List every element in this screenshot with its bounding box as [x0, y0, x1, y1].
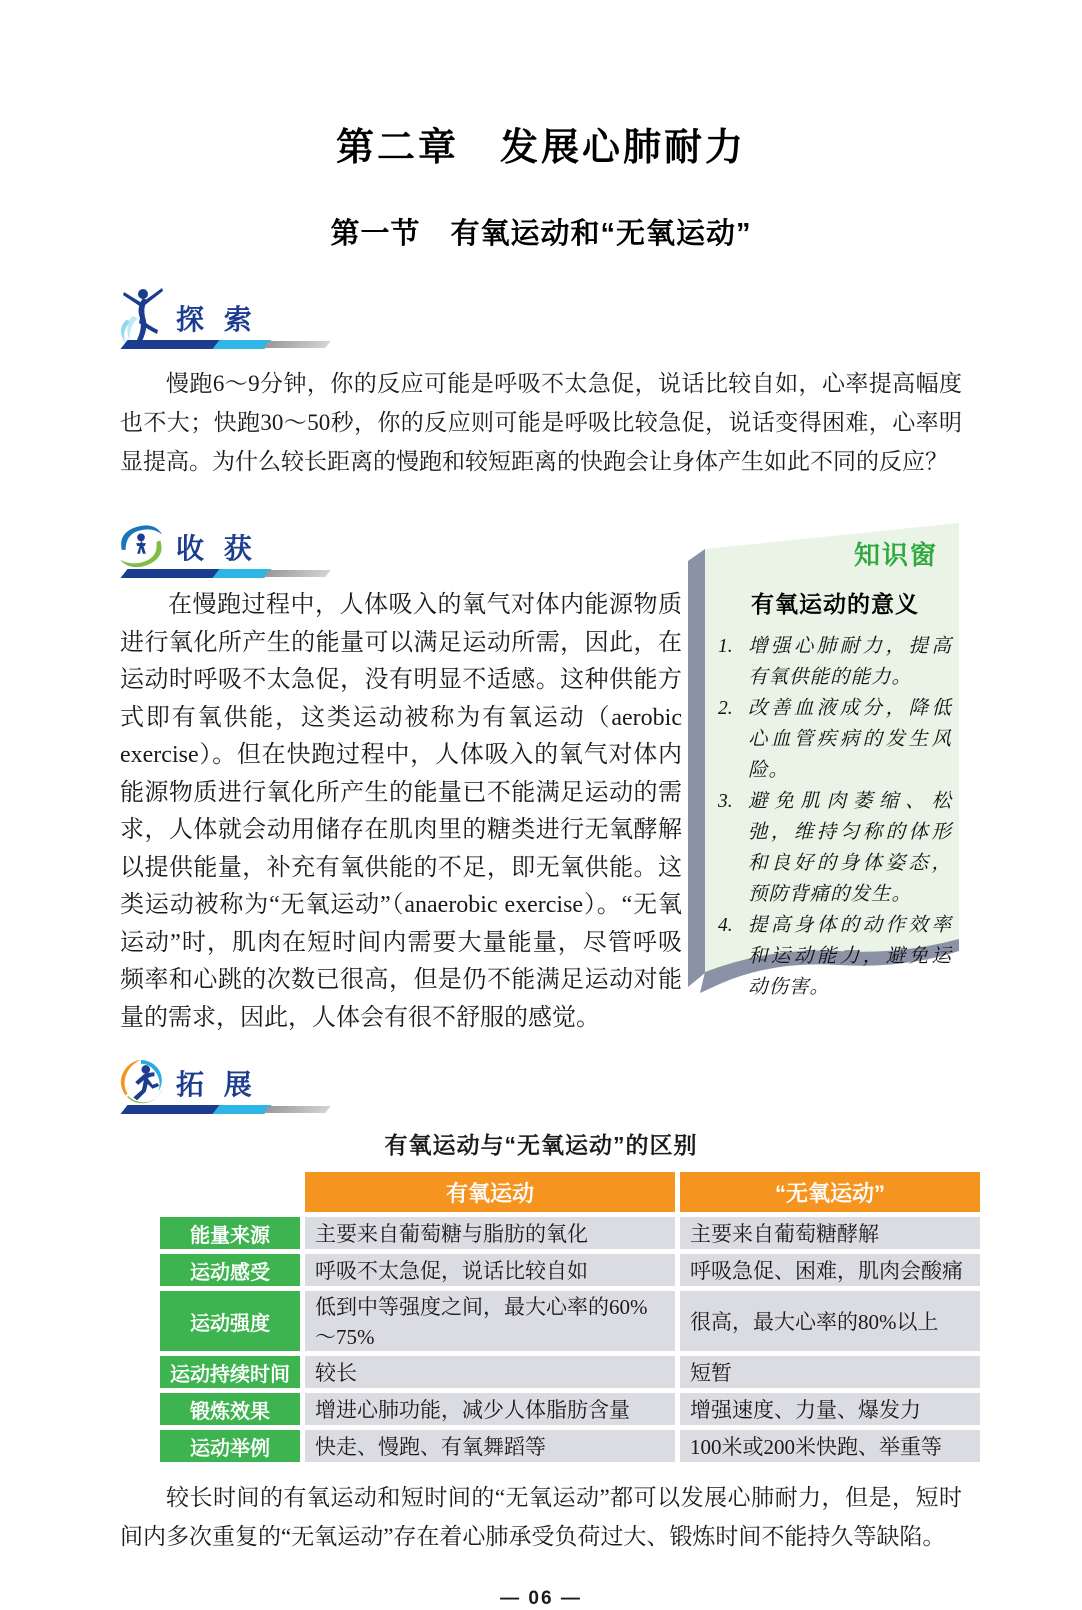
table-cell: 呼吸不太急促，说话比较自如	[305, 1254, 675, 1286]
header-underline-bar	[120, 340, 320, 350]
list-item	[718, 631, 952, 693]
explore-paragraph: 慢跑6～9分钟，你的反应可能是呼吸不太急促，说话比较自如，心率提高幅度也不大；快跑30～50秒，你的反应则可能是呼吸比较急促，说话变得困难，心率明显提高。为什么较长距离的慢跑和较短距离的快跑会让身体产生如此不同的反应？	[120, 371, 962, 474]
knowledge-window-title: 有氧运动的意义	[751, 592, 919, 617]
knowledge-window	[688, 521, 962, 1003]
list-item-text: 提高身体的动作效率和运动能力，避免运动伤害。	[748, 915, 952, 998]
list-item	[718, 910, 952, 1003]
comparison-table-title: 有氧运动与“无氧运动”的区别	[384, 1132, 698, 1158]
list-item-number: 1.	[718, 636, 733, 657]
knowledge-window-badge: 知识窗	[853, 540, 938, 570]
knowledge-window-content	[718, 535, 952, 1003]
runner-circle-icon	[116, 1051, 166, 1113]
header-underline-bar	[120, 1105, 320, 1115]
list-item-number: 3.	[718, 791, 733, 812]
list-item	[718, 786, 952, 910]
extension-section-label: 拓 展	[176, 1069, 258, 1100]
swirl-person-icon	[116, 515, 166, 577]
table-cell: 短暂	[680, 1356, 980, 1388]
table-cell: 增强速度、力量、爆发力	[680, 1393, 980, 1425]
table-cell: 快走、慢跑、有氧舞蹈等	[305, 1430, 675, 1462]
list-item	[718, 693, 952, 786]
list-item-number: 2.	[718, 698, 733, 719]
page-number: — 06 —	[500, 1588, 582, 1609]
table-cell: 很高，最大心率的80%以上	[680, 1291, 980, 1351]
list-item-number: 4.	[718, 915, 733, 936]
harvest-paragraph: 在慢跑过程中，人体吸入的氧气对体内能源物质进行氧化所产生的能量可以满足运动所需，因此，在运动时呼吸不太急促，没有明显不适感。这种供能方式即有氧供能，这类运动被称为有氧运动（aerobic exercise）。但在快跑过程中，人体吸入的氧气对体内能源物质进行氧化所产生的能量已不能满足运动的需求，人体就会动用储存在肌肉里的糖类进行无氧酵解以提供能量，补充有氧供能的不足，即无氧供能。这类运动被称为“无氧运动”（anaerobic exercise）。“无氧运动”时，肌肉在短时间内需要大量能量，尽管呼吸频率和心跳的次数已很高，但是仍不能满足运动对能量的需求，因此，人体会有很不舒服的感觉。	[120, 592, 682, 1031]
comparison-table	[160, 1172, 980, 1462]
list-item-text: 改善血液成分，降低心血管疾病的发生风险。	[748, 698, 952, 781]
table-cell: 呼吸急促、困难，肌肉会酸痛	[680, 1254, 980, 1286]
table-cell: 100米或200米快跑、举重等	[680, 1430, 980, 1462]
table-cell: 主要来自葡萄糖与脂肪的氧化	[305, 1217, 675, 1249]
chapter-title: 第二章 发展心肺耐力	[335, 127, 746, 169]
table-cell: 较长	[305, 1356, 675, 1388]
header-underline-bar	[120, 569, 320, 579]
table-cell: 增进心肺功能，减少人体脂肪含量	[305, 1393, 675, 1425]
list-item-text: 增强心肺耐力，提高有氧供能的能力。	[748, 636, 952, 688]
extension-section-header	[120, 1051, 962, 1117]
table-row-label: 运动持续时间	[160, 1356, 300, 1388]
table-corner-cell	[160, 1172, 300, 1212]
table-row-label: 运动强度	[160, 1291, 300, 1351]
table-header-aerobic: 有氧运动	[305, 1172, 675, 1212]
section-title: 第一节 有氧运动和“无氧运动”	[330, 218, 752, 250]
list-item-text: 避免肌肉萎缩、松弛，维持匀称的体形和良好的身体姿态，预防背痛的发生。	[748, 791, 952, 905]
table-row-label: 能量来源	[160, 1217, 300, 1249]
table-row-label: 锻炼效果	[160, 1393, 300, 1425]
gymnast-dancer-icon	[116, 286, 166, 348]
harvest-section-label: 收 获	[176, 533, 258, 564]
explore-section-header	[120, 286, 962, 352]
table-row-label: 运动感受	[160, 1254, 300, 1286]
table-header-anaerobic: “无氧运动”	[680, 1172, 980, 1212]
table-cell: 主要来自葡萄糖酵解	[680, 1217, 980, 1249]
table-row-label: 运动举例	[160, 1430, 300, 1462]
knowledge-window-list	[718, 631, 952, 1003]
table-cell: 低到中等强度之间，最大心率的60%～75%	[305, 1291, 675, 1351]
closing-paragraph: 较长时间的有氧运动和短时间的“无氧运动”都可以发展心肺耐力，但是，短时间内多次重复的“无氧运动”存在着心肺承受负荷过大、锻炼时间不能持久等缺陷。	[120, 1485, 962, 1549]
explore-section-label: 探 索	[176, 304, 258, 335]
